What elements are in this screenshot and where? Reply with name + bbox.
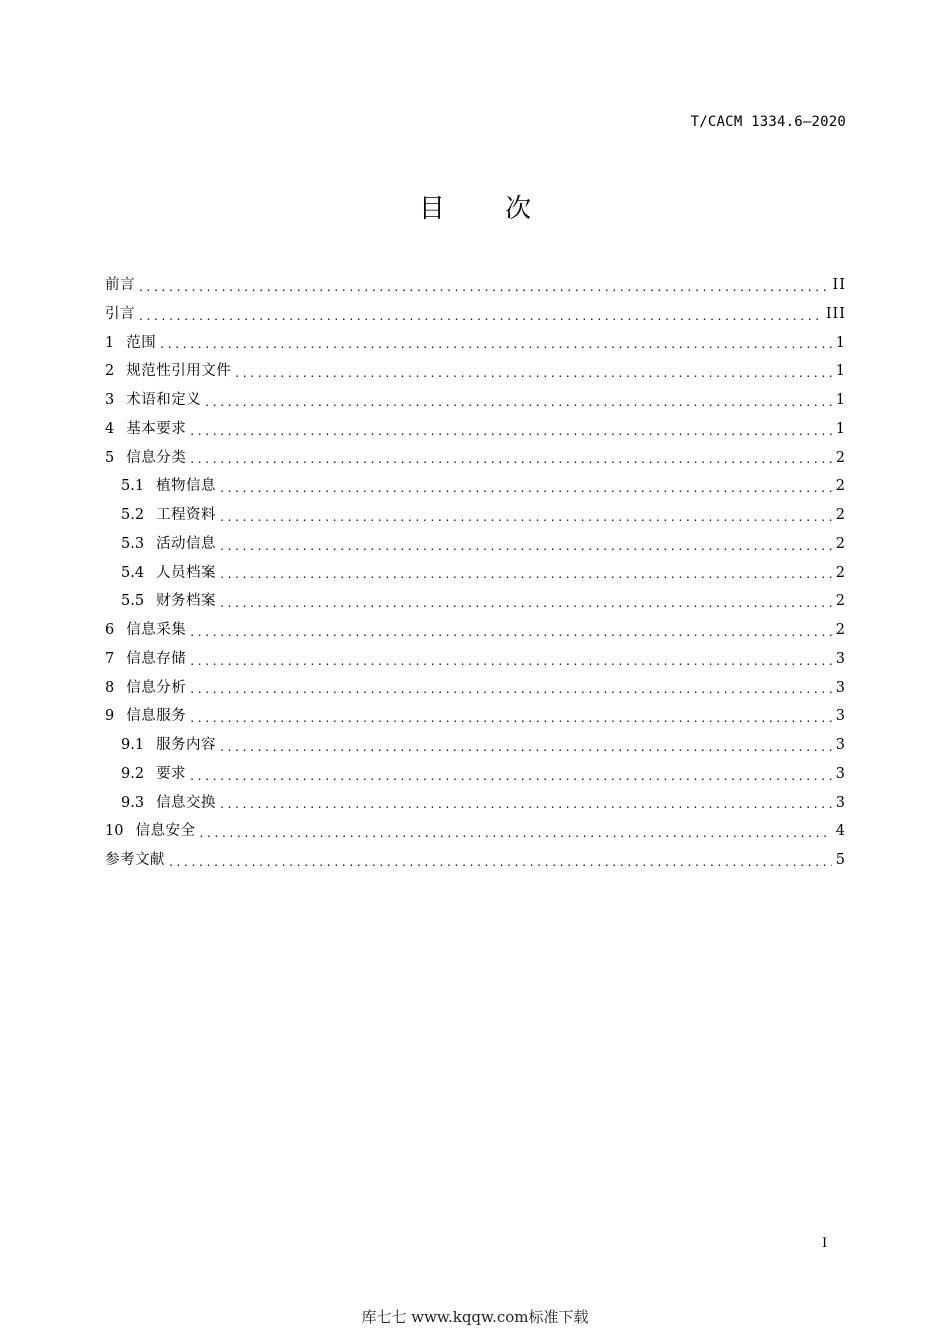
toc-entry-label: 参考文献 (105, 852, 165, 868)
toc-entry-label: 信息存储 (126, 650, 187, 667)
toc-entry-label: 信息交换 (156, 794, 217, 811)
toc-entry-number: 9 (105, 708, 115, 725)
toc-entry-number: 5.2 (121, 507, 145, 523)
toc-leader-dots (190, 619, 832, 645)
toc-entry-page: 2 (835, 535, 846, 552)
toc-entry-page: 1 (835, 420, 846, 437)
toc-entry-page: 2 (835, 593, 846, 610)
toc-leader-dots (190, 446, 832, 472)
toc-entry[interactable] (105, 616, 846, 645)
toc-leader-dots (190, 763, 832, 789)
toc-entry-number: 1 (105, 334, 115, 351)
toc-entry-page: 1 (835, 334, 846, 351)
toc-entry-number: 6 (105, 622, 115, 638)
toc-entry-number: 5.3 (121, 535, 145, 552)
toc-entry-page: 1 (835, 392, 846, 408)
toc-entry-page: III (825, 305, 846, 322)
toc-entry[interactable] (105, 444, 846, 473)
toc-entry-number: 9.1 (121, 737, 145, 753)
toc-entry-page: 2 (835, 478, 846, 495)
toc-entry-page: 5 (835, 852, 846, 868)
toc-entry-label: 术语和定义 (126, 392, 202, 408)
toc-entry[interactable] (105, 846, 846, 875)
toc-entry-page: II (832, 277, 846, 293)
toc-leader-dots (220, 504, 832, 530)
toc-entry-number: 5.4 (121, 564, 145, 581)
toc-entry-page: 3 (835, 794, 846, 811)
toc-entry-page: 3 (835, 650, 846, 667)
toc-entry[interactable] (105, 357, 846, 386)
toc-entry-number: 9.3 (121, 794, 145, 811)
toc-leader-dots (205, 389, 832, 415)
toc-entry-page: 4 (835, 823, 846, 840)
toc-leader-dots (139, 303, 822, 329)
toc-entry-label: 前言 (105, 277, 135, 293)
toc-entry-label: 信息服务 (126, 708, 187, 725)
toc-leader-dots (190, 648, 832, 674)
toc-entry-page: 1 (835, 363, 846, 380)
toc-entry-number: 5.5 (121, 593, 145, 610)
toc-entry-page: 3 (835, 765, 846, 782)
toc-entry-number: 7 (105, 650, 115, 667)
toc-entry-number: 2 (105, 363, 115, 380)
document-code: T/CACM 1334.6—2020 (690, 114, 846, 130)
toc-entry[interactable] (105, 329, 846, 358)
toc-subentry[interactable] (105, 789, 846, 818)
toc-entry[interactable] (105, 271, 846, 300)
page-title: 目 次 (418, 194, 558, 224)
toc-entry-page: 2 (835, 622, 846, 638)
toc-leader-dots (190, 705, 832, 731)
toc-entry-page: 2 (835, 564, 846, 581)
toc-leader-dots (220, 734, 832, 760)
toc-leader-dots (220, 590, 832, 616)
toc-entry-number: 5.1 (121, 478, 145, 495)
toc-entry-label: 要求 (156, 765, 187, 782)
toc-entry-number: 4 (105, 420, 115, 437)
toc-entry[interactable] (105, 386, 846, 415)
toc-entry-label: 人员档案 (156, 564, 217, 581)
toc-leader-dots (190, 418, 832, 444)
toc-entry-number: 9.2 (121, 765, 145, 782)
toc-entry-page: 3 (835, 708, 846, 725)
toc-leader-dots (139, 274, 829, 300)
toc-entry-label: 规范性引用文件 (126, 363, 232, 380)
toc-subentry[interactable] (105, 760, 846, 789)
toc-entry[interactable] (105, 674, 846, 703)
toc-leader-dots (220, 475, 832, 501)
toc-entry-label: 引言 (105, 305, 135, 322)
toc-entry-number: 8 (105, 679, 115, 696)
toc-leader-dots (199, 820, 831, 846)
toc-entry-page: 3 (835, 737, 846, 753)
toc-entry-label: 基本要求 (126, 420, 187, 437)
toc-entry-page: 3 (835, 679, 846, 696)
toc-entry-page: 2 (835, 449, 846, 466)
page-number: I (822, 1236, 828, 1251)
toc-leader-dots (169, 849, 832, 875)
toc-entry-label: 财务档案 (156, 593, 217, 610)
toc-leader-dots (160, 331, 832, 357)
toc-entry-label: 信息安全 (135, 823, 196, 840)
toc-entry-label: 信息分类 (126, 449, 187, 466)
table-of-contents (105, 271, 846, 875)
toc-entry[interactable] (105, 415, 846, 444)
toc-entry-label: 服务内容 (156, 737, 217, 753)
toc-leader-dots (220, 791, 832, 817)
toc-entry-label: 工程资料 (156, 507, 217, 523)
toc-entry-label: 活动信息 (156, 535, 217, 552)
toc-subentry[interactable] (105, 559, 846, 588)
toc-entry-page: 2 (835, 507, 846, 523)
toc-entry-label: 信息采集 (126, 622, 187, 638)
toc-subentry[interactable] (105, 587, 846, 616)
toc-entry-label: 范围 (126, 334, 157, 351)
toc-entry-number: 5 (105, 449, 115, 466)
toc-subentry[interactable] (105, 731, 846, 760)
toc-entry[interactable] (105, 300, 846, 329)
toc-leader-dots (235, 360, 832, 386)
toc-entry-number: 3 (105, 392, 115, 408)
toc-entry[interactable] (105, 817, 846, 846)
toc-entry[interactable] (105, 702, 846, 731)
toc-entry-number: 10 (105, 823, 124, 840)
toc-leader-dots (220, 533, 832, 559)
toc-subentry[interactable] (105, 472, 846, 501)
toc-entry-label: 信息分析 (126, 679, 187, 696)
toc-leader-dots (220, 561, 832, 587)
toc-subentry[interactable] (105, 501, 846, 530)
watermark-text: 库七七 www.kqqw.com标准下载 (361, 1308, 589, 1326)
toc-subentry[interactable] (105, 530, 846, 559)
toc-entry-label: 植物信息 (156, 478, 217, 495)
toc-entry[interactable] (105, 645, 846, 674)
toc-leader-dots (190, 676, 832, 702)
